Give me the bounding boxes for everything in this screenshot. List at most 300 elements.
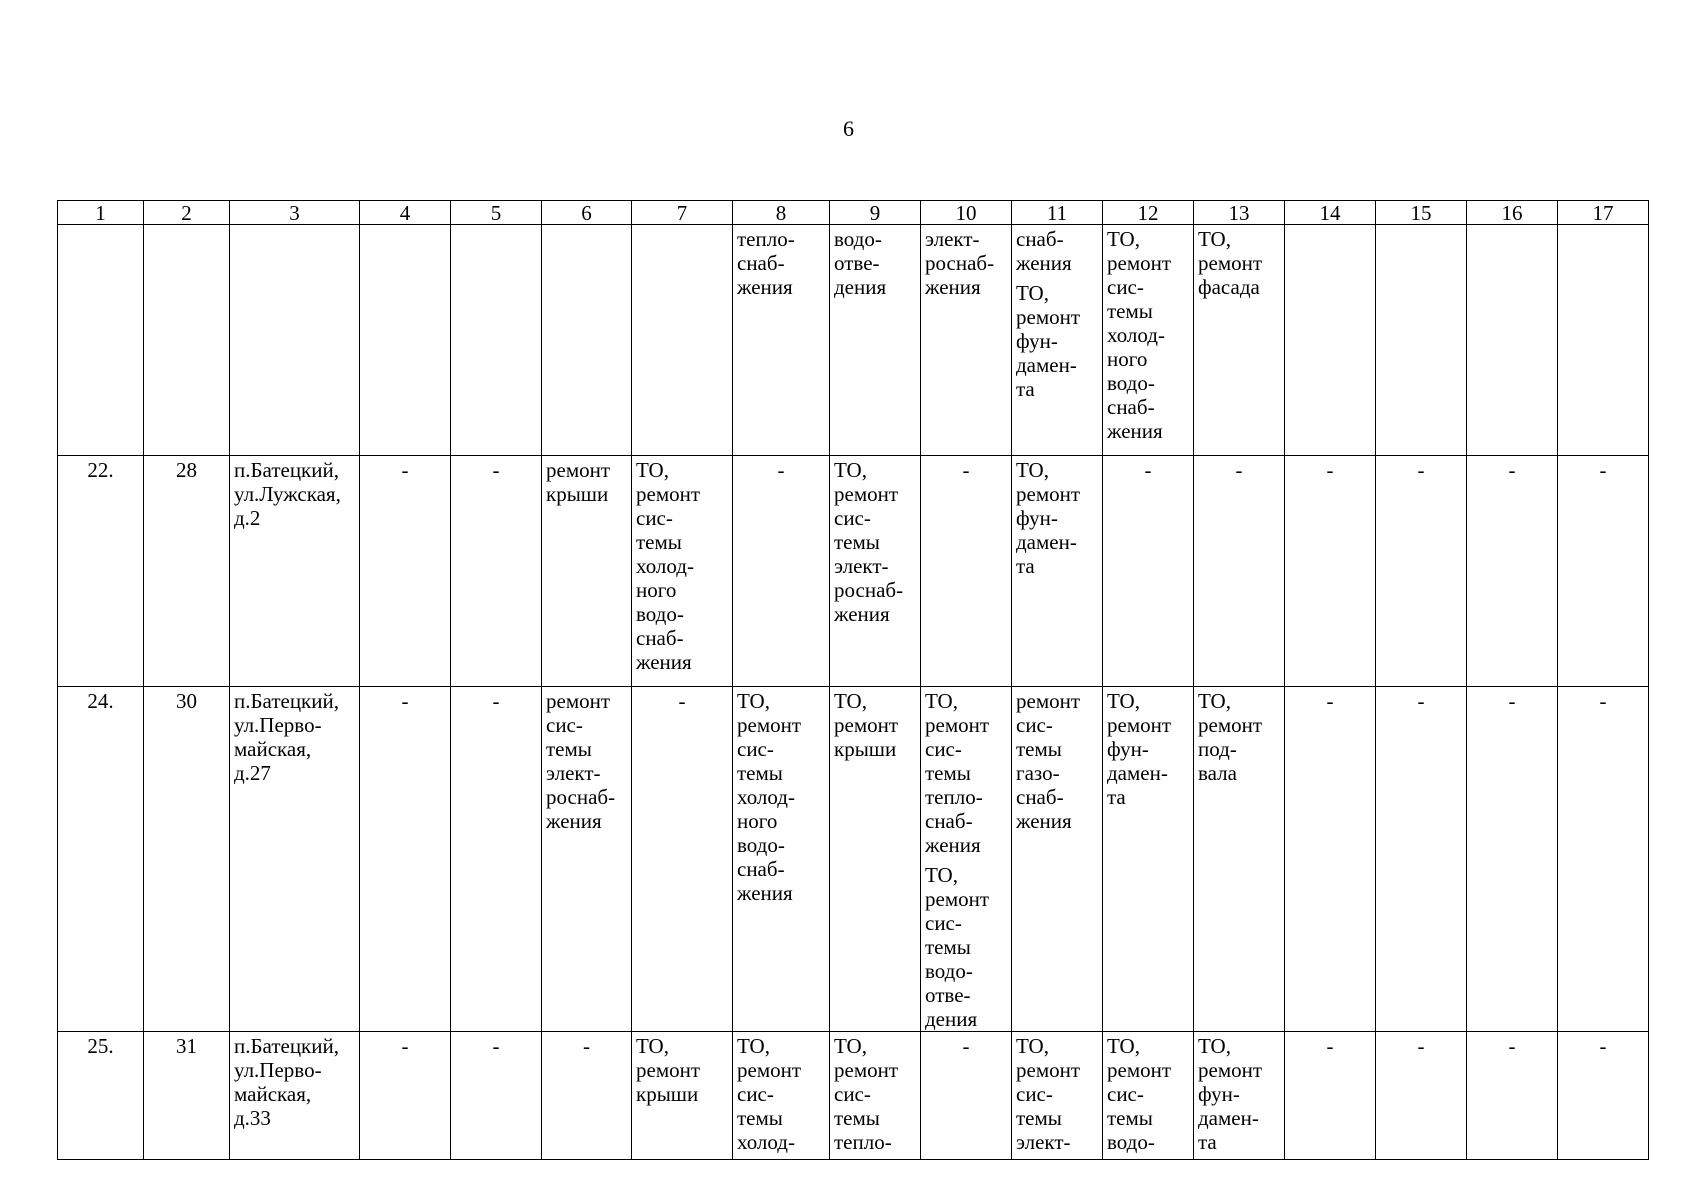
cell-text-line: - — [583, 1034, 590, 1058]
cell-text-line: ул.Перво- — [234, 713, 322, 737]
cell-text-line: крыши — [546, 482, 609, 506]
cell-text-line: темы — [925, 935, 971, 959]
cell-text-line: ремонт — [546, 458, 611, 482]
table-cell — [230, 456, 360, 687]
cell-paragraph — [148, 1034, 225, 1058]
page-number: 6 — [843, 116, 854, 141]
table-row — [58, 687, 1649, 1032]
table-cell — [830, 456, 921, 687]
cell-text-line: ТО, — [1016, 1034, 1049, 1058]
cell-text-line: ТО, — [737, 689, 770, 713]
cell-text-line: элект- — [546, 761, 601, 785]
cell-text-line: сис- — [925, 911, 962, 935]
table-cell — [632, 225, 733, 456]
cell-text-line: - — [962, 458, 970, 482]
table-cell — [921, 1032, 1012, 1160]
cell-text-line: сис- — [1107, 1082, 1144, 1106]
cell-paragraph — [1471, 689, 1553, 713]
cell-paragraph — [546, 458, 627, 506]
cell-text-line: - — [492, 689, 500, 713]
cell-text-line: - — [492, 1034, 500, 1058]
cell-text-line: 30 — [176, 689, 197, 713]
table-cell — [921, 687, 1012, 1032]
cell-paragraph — [737, 458, 825, 482]
table-cell — [1467, 225, 1558, 456]
cell-paragraph — [1198, 227, 1280, 299]
table-cell — [360, 687, 451, 1032]
cell-text-line: темы — [1016, 737, 1062, 761]
cell-text-line: - — [1326, 689, 1334, 713]
table-cell — [360, 1032, 451, 1160]
cell-text-line: крыши — [636, 1082, 699, 1106]
cell-text-line: ТО, — [636, 458, 669, 482]
cell-paragraph — [834, 458, 916, 626]
table-cell — [451, 456, 542, 687]
cell-text-line: ТО, — [1198, 227, 1231, 251]
table-cell — [451, 225, 542, 456]
column-number-header: 16 — [1467, 201, 1558, 225]
table-cell — [1194, 225, 1285, 456]
cell-text-line: ТО, — [925, 689, 958, 713]
cell-paragraph — [1198, 1034, 1280, 1154]
cell-text-line: д.27 — [234, 761, 271, 785]
cell-text-line: та — [1016, 377, 1035, 401]
cell-text-line: 25. — [87, 1034, 114, 1058]
cell-text-line: ТО, — [1107, 689, 1140, 713]
table-cell — [360, 456, 451, 687]
table-cell — [1285, 456, 1376, 687]
cell-paragraph — [1471, 458, 1553, 482]
cell-text-line: д.2 — [234, 506, 261, 530]
table-cell — [1467, 1032, 1558, 1160]
cell-text-line: темы — [737, 761, 783, 785]
cell-text-line: ремонт — [1016, 305, 1081, 329]
column-number-header: 4 — [360, 201, 451, 225]
cell-text-line: отве- — [834, 251, 880, 275]
table-cell — [733, 1032, 830, 1160]
table-cell — [733, 225, 830, 456]
cell-text-line: ремонт — [834, 1058, 899, 1082]
cell-text-line: крыши — [834, 737, 897, 761]
cell-text-line: роснаб- — [546, 785, 616, 809]
cell-text-line: ремонт — [834, 713, 899, 737]
table-cell — [58, 456, 144, 687]
cell-text-line: газо- — [1016, 761, 1060, 785]
cell-text-line: ремонт — [737, 1058, 802, 1082]
cell-text-line: снаб- — [1016, 785, 1064, 809]
table-cell — [1467, 687, 1558, 1032]
cell-text-line: 24. — [87, 689, 114, 713]
table-row — [58, 225, 1649, 456]
cell-paragraph — [1016, 227, 1098, 275]
cell-text-line: водо- — [737, 833, 785, 857]
column-number-header: 9 — [830, 201, 921, 225]
cell-text-line: водо- — [636, 602, 684, 626]
cell-text-line: снаб- — [1107, 395, 1155, 419]
table-cell — [830, 225, 921, 456]
table-cell — [1012, 1032, 1103, 1160]
cell-text-line: ремонт — [1198, 713, 1263, 737]
cell-text-line: темы — [1016, 1106, 1062, 1130]
cell-paragraph — [546, 1034, 627, 1058]
cell-text-line: сис- — [834, 506, 871, 530]
cell-paragraph — [925, 1034, 1007, 1058]
cell-paragraph — [1198, 689, 1280, 785]
cell-paragraph — [455, 689, 537, 713]
cell-text-line: ремонт — [636, 482, 701, 506]
cell-text-line: ного — [1107, 347, 1148, 371]
column-number-header: 6 — [542, 201, 632, 225]
table-cell — [58, 687, 144, 1032]
cell-text-line: та — [1107, 785, 1126, 809]
cell-paragraph — [364, 689, 446, 713]
cell-text-line: сис- — [1016, 713, 1053, 737]
cell-text-line: тепло- — [834, 1130, 892, 1154]
cell-text-line: сис- — [1107, 275, 1144, 299]
cell-paragraph — [1016, 1034, 1098, 1154]
table-cell — [632, 687, 733, 1032]
table-cell — [1103, 687, 1194, 1032]
cell-text-line: сис- — [737, 737, 774, 761]
cell-text-line: сис- — [737, 1082, 774, 1106]
cell-text-line: дамен- — [1016, 353, 1077, 377]
cell-text-line: тепло- — [737, 227, 795, 251]
cell-text-line: - — [777, 458, 785, 482]
table-cell — [144, 456, 230, 687]
cell-paragraph — [234, 1034, 355, 1130]
cell-text-line: ТО, — [834, 458, 867, 482]
column-number-header: 3 — [230, 201, 360, 225]
cell-text-line: роснаб- — [834, 578, 904, 602]
table-cell — [1467, 456, 1558, 687]
cell-text-line: снаб- — [737, 251, 785, 275]
cell-text-line: вала — [1198, 761, 1237, 785]
cell-paragraph — [62, 689, 139, 713]
column-number-header: 5 — [451, 201, 542, 225]
cell-text-line: темы — [1107, 299, 1153, 323]
cell-text-line: снаб- — [925, 809, 973, 833]
cell-text-line: 31 — [176, 1034, 197, 1058]
column-number-header: 13 — [1194, 201, 1285, 225]
cell-text-line: элект- — [925, 227, 980, 251]
cell-text-line: ремонт — [1107, 1058, 1172, 1082]
cell-text-line: - — [1508, 458, 1516, 482]
table-cell — [1285, 687, 1376, 1032]
table-cell — [230, 1032, 360, 1160]
cell-text-line: п.Батецкий, — [234, 1034, 339, 1058]
table-cell — [1194, 1032, 1285, 1160]
cell-text-line: ремонт — [1198, 1058, 1263, 1082]
cell-text-line: холод- — [737, 785, 795, 809]
table-cell — [830, 1032, 921, 1160]
cell-paragraph — [834, 689, 916, 761]
cell-text-line: темы — [834, 530, 880, 554]
cell-paragraph — [1380, 1034, 1462, 1058]
cell-text-line: ремонт — [546, 689, 611, 713]
cell-text-line: ТО, — [1016, 458, 1049, 482]
cell-text-line: фун- — [1016, 506, 1058, 530]
cell-paragraph — [1289, 689, 1371, 713]
cell-text-line: фун- — [1107, 737, 1149, 761]
cell-text-line: жения — [925, 833, 981, 857]
cell-paragraph — [1107, 458, 1189, 482]
cell-text-line: ул.Лужская, — [234, 482, 341, 506]
cell-paragraph — [1016, 281, 1098, 401]
cell-text-line: - — [1508, 1034, 1516, 1058]
cell-text-line: п.Батецкий, — [234, 458, 339, 482]
cell-paragraph — [925, 458, 1007, 482]
cell-text-line: - — [1417, 689, 1425, 713]
cell-text-line: жения — [1016, 809, 1072, 833]
cell-paragraph — [925, 227, 1007, 299]
table-cell — [1194, 456, 1285, 687]
cell-text-line: майская, — [234, 1082, 312, 1106]
cell-text-line: та — [1198, 1130, 1217, 1154]
cell-text-line: снаб- — [636, 626, 684, 650]
column-number-header: 10 — [921, 201, 1012, 225]
cell-text-line: ТО, — [1107, 227, 1140, 251]
cell-paragraph — [737, 689, 825, 905]
column-number-header: 17 — [1558, 201, 1649, 225]
cell-text-line: - — [401, 689, 409, 713]
table-cell — [360, 225, 451, 456]
cell-text-line: фасада — [1198, 275, 1260, 299]
column-number-header: 1 — [58, 201, 144, 225]
cell-text-line: темы — [834, 1106, 880, 1130]
cell-paragraph — [1562, 689, 1644, 713]
column-number-header: 11 — [1012, 201, 1103, 225]
table-cell — [733, 456, 830, 687]
table-cell — [144, 225, 230, 456]
cell-text-line: холод- — [1107, 323, 1165, 347]
cell-text-line: жения — [834, 602, 890, 626]
cell-text-line: жения — [546, 809, 602, 833]
cell-paragraph — [925, 863, 1007, 1031]
cell-text-line: ТО, — [834, 1034, 867, 1058]
cell-text-line: темы — [737, 1106, 783, 1130]
cell-text-line: тепло- — [925, 785, 983, 809]
cell-paragraph — [148, 458, 225, 482]
cell-text-line: - — [1599, 689, 1607, 713]
cell-paragraph — [1289, 458, 1371, 482]
cell-text-line: фун- — [1016, 329, 1058, 353]
cell-text-line: сис- — [834, 1082, 871, 1106]
cell-paragraph — [1016, 458, 1098, 578]
cell-paragraph — [1562, 1034, 1644, 1058]
table-cell — [542, 225, 632, 456]
cell-text-line: п.Батецкий, — [234, 689, 339, 713]
cell-paragraph — [1107, 227, 1189, 443]
header-row — [58, 201, 1649, 225]
cell-text-line: ремонт — [737, 713, 802, 737]
cell-text-line: - — [1417, 1034, 1425, 1058]
cell-paragraph — [1107, 1034, 1189, 1154]
cell-text-line: жения — [1016, 251, 1072, 275]
column-number-header: 8 — [733, 201, 830, 225]
table-cell — [733, 687, 830, 1032]
table-cell — [1376, 1032, 1467, 1160]
table-cell — [1558, 456, 1649, 687]
cell-paragraph — [1380, 689, 1462, 713]
table-cell — [1103, 225, 1194, 456]
cell-paragraph — [455, 1034, 537, 1058]
cell-text-line: ремонт — [1107, 713, 1172, 737]
cell-text-line: - — [1599, 1034, 1607, 1058]
cell-text-line: сис- — [636, 506, 673, 530]
cell-paragraph — [1107, 689, 1189, 809]
table-cell — [1558, 1032, 1649, 1160]
cell-paragraph — [737, 227, 825, 299]
cell-text-line: - — [401, 458, 409, 482]
cell-text-line: - — [492, 458, 500, 482]
cell-text-line: снаб- — [737, 857, 785, 881]
cell-text-line: ремонт — [1107, 251, 1172, 275]
cell-text-line: - — [1144, 458, 1152, 482]
cell-text-line: холод- — [636, 554, 694, 578]
cell-text-line: ТО, — [737, 1034, 770, 1058]
cell-text-line: жения — [737, 275, 793, 299]
table-cell — [1558, 687, 1649, 1032]
cell-text-line: ремонт — [925, 713, 990, 737]
cell-text-line: ТО, — [1198, 1034, 1231, 1058]
cell-paragraph — [834, 1034, 916, 1154]
table-row — [58, 456, 1649, 687]
table-cell — [1558, 225, 1649, 456]
table-cell — [830, 687, 921, 1032]
cell-text-line: д.33 — [234, 1106, 271, 1130]
cell-text-line: жения — [1107, 419, 1163, 443]
table-cell — [632, 456, 733, 687]
cell-text-line: дения — [834, 275, 887, 299]
table-cell — [921, 225, 1012, 456]
table-cell — [921, 456, 1012, 687]
cell-text-line: ремонт — [1016, 482, 1081, 506]
table-cell — [230, 225, 360, 456]
cell-paragraph — [234, 689, 355, 785]
cell-text-line: темы — [1107, 1106, 1153, 1130]
cell-paragraph — [834, 227, 916, 299]
cell-text-line: - — [1599, 458, 1607, 482]
cell-text-line: майская, — [234, 737, 312, 761]
cell-text-line: ремонт — [636, 1058, 701, 1082]
table-cell — [542, 687, 632, 1032]
cell-text-line: жения — [925, 275, 981, 299]
cell-paragraph — [62, 458, 139, 482]
cell-text-line: жения — [737, 881, 793, 905]
table-cell — [1012, 225, 1103, 456]
cell-text-line: темы — [546, 737, 592, 761]
cell-text-line: дения — [925, 1007, 978, 1031]
cell-paragraph — [364, 1034, 446, 1058]
table-cell — [58, 225, 144, 456]
table-cell — [1103, 456, 1194, 687]
cell-text-line: сис- — [1016, 1082, 1053, 1106]
cell-text-line: водо- — [1107, 371, 1155, 395]
cell-text-line: отве- — [925, 983, 971, 1007]
table-cell — [58, 1032, 144, 1160]
cell-text-line: - — [1508, 689, 1516, 713]
cell-paragraph — [925, 689, 1007, 857]
cell-text-line: ТО, — [925, 863, 958, 887]
cell-text-line: темы — [636, 530, 682, 554]
cell-text-line: 22. — [87, 458, 114, 482]
table-cell — [144, 1032, 230, 1160]
table-cell — [230, 687, 360, 1032]
table-cell — [1012, 456, 1103, 687]
cell-text-line: - — [1326, 458, 1334, 482]
cell-text-line: та — [1016, 554, 1035, 578]
cell-text-line: ремонт — [1016, 1058, 1081, 1082]
cell-paragraph — [1016, 689, 1098, 833]
cell-paragraph — [1471, 1034, 1553, 1058]
cell-text-line: ТО, — [636, 1034, 669, 1058]
cell-text-line: ремонт — [925, 887, 990, 911]
column-number-header: 12 — [1103, 201, 1194, 225]
cell-text-line: - — [1235, 458, 1243, 482]
cell-text-line: ремонт — [834, 482, 899, 506]
cell-paragraph — [455, 458, 537, 482]
cell-text-line: элект- — [1016, 1130, 1071, 1154]
cell-text-line: ТО, — [1107, 1034, 1140, 1058]
cell-paragraph — [636, 689, 728, 713]
cell-text-line: ТО, — [1198, 689, 1231, 713]
column-number-header: 15 — [1376, 201, 1467, 225]
cell-text-line: водо- — [834, 227, 882, 251]
cell-text-line: дамен- — [1107, 761, 1168, 785]
table-cell — [1012, 687, 1103, 1032]
table-cell — [1194, 687, 1285, 1032]
cell-text-line: ул.Перво- — [234, 1058, 322, 1082]
table-cell — [1376, 456, 1467, 687]
cell-text-line: под- — [1198, 737, 1237, 761]
table-cell — [1103, 1032, 1194, 1160]
table-cell — [542, 1032, 632, 1160]
cell-paragraph — [1198, 458, 1280, 482]
table-cell — [1285, 1032, 1376, 1160]
table-cell — [1376, 225, 1467, 456]
cell-text-line: дамен- — [1016, 530, 1077, 554]
cell-text-line: 28 — [176, 458, 197, 482]
cell-text-line: темы — [925, 761, 971, 785]
cell-text-line: - — [1417, 458, 1425, 482]
table-cell — [144, 687, 230, 1032]
cell-paragraph — [234, 458, 355, 530]
cell-text-line: водо- — [1107, 1130, 1155, 1154]
cell-text-line: водо- — [925, 959, 973, 983]
cell-text-line: снаб- — [1016, 227, 1064, 251]
table-cell — [451, 687, 542, 1032]
table-cell — [632, 1032, 733, 1160]
cell-paragraph — [1380, 458, 1462, 482]
cell-text-line: роснаб- — [925, 251, 995, 275]
column-number-header: 14 — [1285, 201, 1376, 225]
cell-paragraph — [546, 689, 627, 833]
table-cell — [1376, 687, 1467, 1032]
column-number-header: 2 — [144, 201, 230, 225]
cell-text-line: фун- — [1198, 1082, 1240, 1106]
cell-paragraph — [1562, 458, 1644, 482]
cell-paragraph — [636, 1034, 728, 1106]
cell-text-line: - — [962, 1034, 970, 1058]
cell-text-line: ТО, — [834, 689, 867, 713]
table-row — [58, 1032, 1649, 1160]
cell-paragraph — [636, 458, 728, 674]
table-cell — [542, 456, 632, 687]
cell-text-line: - — [1326, 1034, 1334, 1058]
cell-paragraph — [1289, 1034, 1371, 1058]
cell-paragraph — [364, 458, 446, 482]
table-cell — [451, 1032, 542, 1160]
